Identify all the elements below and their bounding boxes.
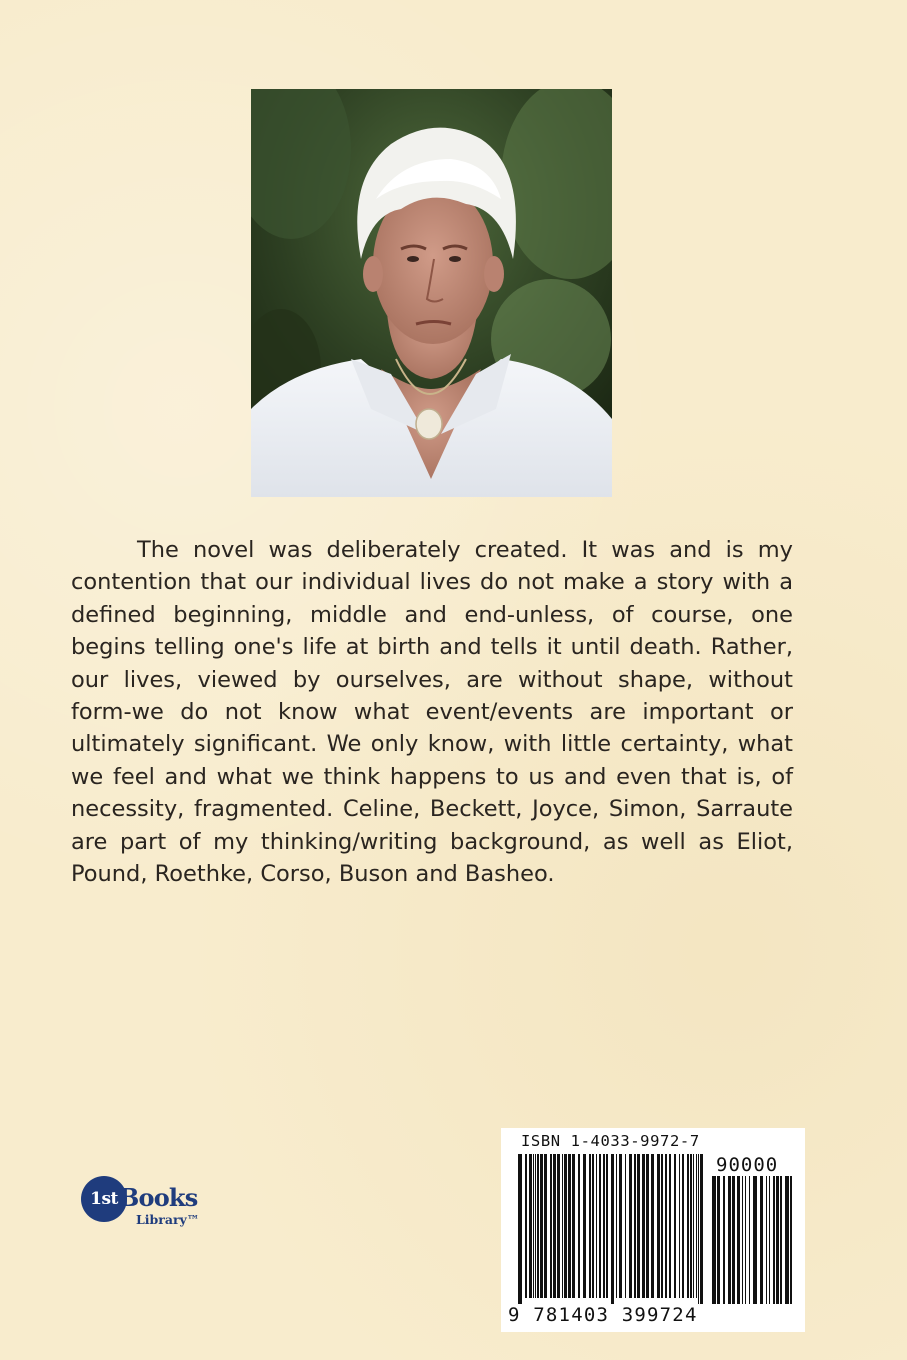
barcode-bar bbox=[553, 1154, 556, 1298]
barcode-bar bbox=[599, 1154, 601, 1298]
ean-digits: 9 781403 399724 bbox=[508, 1304, 698, 1326]
barcode-bar bbox=[611, 1154, 614, 1304]
barcode-bar bbox=[766, 1176, 767, 1304]
barcode-bar bbox=[737, 1176, 740, 1304]
barcode-bar bbox=[785, 1176, 789, 1304]
barcode-bar bbox=[629, 1154, 632, 1298]
barcode-bar bbox=[550, 1154, 552, 1298]
barcode-bar bbox=[540, 1154, 543, 1298]
barcode-bar bbox=[693, 1154, 694, 1298]
barcode-bar bbox=[700, 1154, 703, 1304]
barcode-bar bbox=[657, 1154, 660, 1298]
barcode-bar bbox=[596, 1154, 597, 1298]
barcode-bar bbox=[780, 1176, 782, 1304]
barcode-bar bbox=[753, 1176, 757, 1304]
barcode-bar bbox=[769, 1176, 770, 1304]
barcode-bar bbox=[603, 1154, 605, 1298]
barcode-bar bbox=[669, 1154, 671, 1298]
ean-barcode-bars bbox=[518, 1154, 708, 1304]
barcode-bar bbox=[616, 1154, 617, 1298]
barcode-bar bbox=[773, 1176, 775, 1304]
logo-library-text: Library™ bbox=[136, 1212, 200, 1227]
logo-circle: 1st bbox=[81, 1176, 127, 1222]
barcode-bar bbox=[717, 1176, 720, 1304]
barcode-bar bbox=[568, 1154, 571, 1298]
barcode-bar bbox=[592, 1154, 594, 1298]
barcode-bar bbox=[518, 1154, 522, 1304]
barcode-bar bbox=[544, 1154, 547, 1298]
barcode-bar bbox=[732, 1176, 735, 1304]
isbn-label: ISBN 1-4033-9972-7 bbox=[521, 1132, 700, 1150]
addon-barcode-bars bbox=[712, 1176, 798, 1304]
barcode-bar bbox=[665, 1154, 667, 1298]
publisher-logo bbox=[81, 1176, 231, 1236]
barcode-bar bbox=[572, 1154, 575, 1298]
price-code: 90000 bbox=[716, 1154, 779, 1176]
barcode-bar bbox=[589, 1154, 591, 1298]
barcode-bar bbox=[712, 1176, 716, 1304]
barcode-bar bbox=[790, 1176, 792, 1304]
logo-books-text: Books bbox=[119, 1183, 198, 1212]
barcode-bar bbox=[661, 1154, 663, 1298]
barcode-bar bbox=[625, 1154, 626, 1298]
barcode-bar bbox=[679, 1154, 680, 1298]
back-cover-blurb: The novel was deliberately created. It was and is my contention that our individual lives do not make a story with a defined beginning, middle and end-unless, of course, one begins telling one's life at birth and tells it until death. Rather, our lives, viewed by ourselves, are without shape, without form-we do not know what event/events are important or ultimately significant. We only know, with little certainty, what we feel and what we think happens to us and even that is, of necessity, fragmented. Celine, Beckett, Joyce, Simon, Sarraute are part of my thinking/writing background, as well as Eliot, Pound, Roethke, Corso, Buson and Basheo. bbox=[71, 537, 793, 888]
barcode-bar bbox=[535, 1154, 536, 1298]
barcode-bar bbox=[533, 1154, 534, 1298]
barcode-bar bbox=[634, 1154, 636, 1298]
barcode-bar bbox=[728, 1176, 731, 1304]
barcode-bar bbox=[698, 1154, 699, 1304]
barcode-bar bbox=[749, 1176, 750, 1304]
barcode-bar bbox=[696, 1154, 697, 1298]
barcode-bar bbox=[637, 1154, 640, 1298]
barcode-bar bbox=[557, 1154, 560, 1298]
barcode-bar bbox=[578, 1154, 580, 1298]
barcode-bar bbox=[723, 1176, 725, 1304]
barcode-bar bbox=[687, 1154, 689, 1298]
barcode-bar bbox=[742, 1176, 743, 1304]
barcode-bar bbox=[583, 1154, 586, 1298]
barcode-bar bbox=[776, 1176, 779, 1304]
barcode-bar bbox=[642, 1154, 645, 1298]
barcode-bar bbox=[760, 1176, 763, 1304]
barcode-bar bbox=[537, 1154, 539, 1298]
barcode-bar bbox=[606, 1154, 608, 1298]
barcode-bar bbox=[564, 1154, 567, 1298]
barcode-bar bbox=[745, 1176, 746, 1304]
barcode-bar bbox=[690, 1154, 692, 1298]
barcode-bar bbox=[525, 1154, 527, 1298]
barcode-bar bbox=[619, 1154, 622, 1298]
barcode-bar bbox=[674, 1154, 676, 1298]
barcode-bar bbox=[562, 1154, 563, 1298]
barcode-bar bbox=[529, 1154, 532, 1298]
author-photo bbox=[251, 89, 612, 497]
barcode-bar bbox=[682, 1154, 684, 1298]
barcode-bar bbox=[651, 1154, 654, 1298]
barcode-bar bbox=[646, 1154, 649, 1298]
